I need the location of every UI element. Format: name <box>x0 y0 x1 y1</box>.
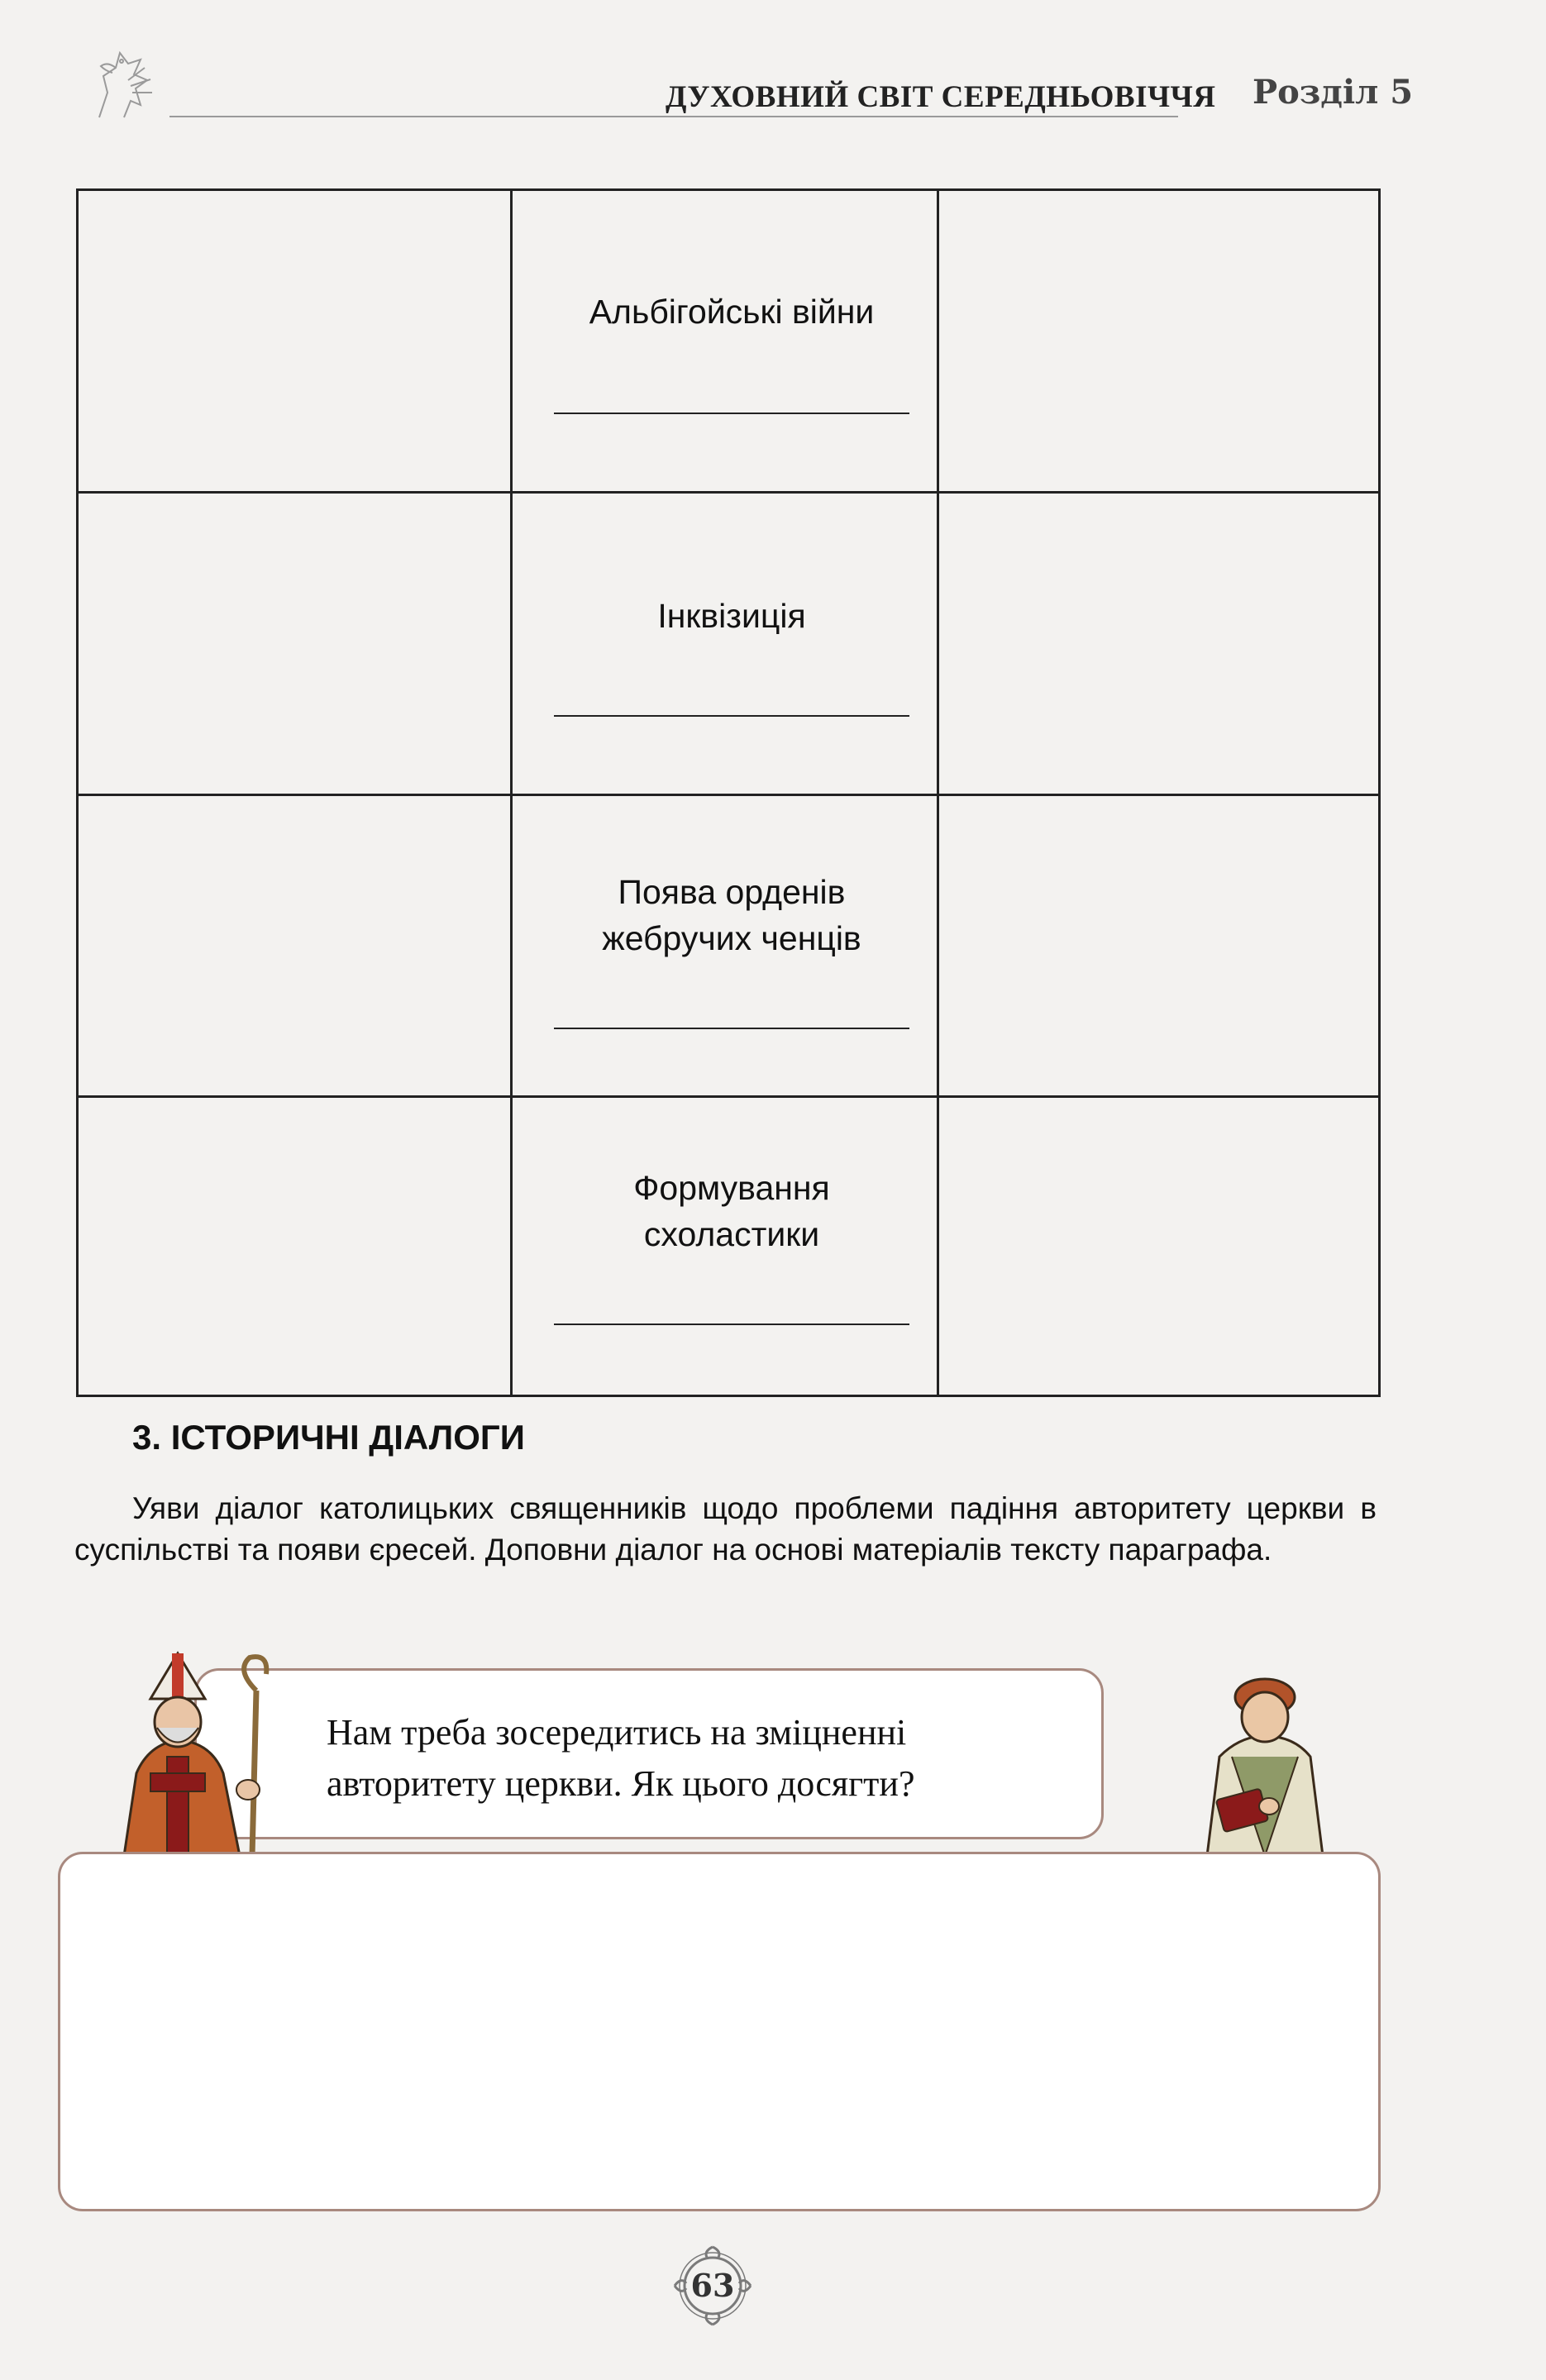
header-divider <box>169 116 1178 117</box>
bubble-text: Нам треба зосередитись на зміцненні авторитету церкви. Як цього досягти? <box>327 1712 915 1804</box>
table-row-label: Формування схоластики <box>633 1169 830 1253</box>
page-number-badge <box>671 2240 754 2331</box>
bishop-illustration-icon <box>91 1649 289 1856</box>
column-divider <box>510 191 513 1395</box>
answer-line[interactable] <box>554 1324 909 1325</box>
table-row-label: Інквізиція <box>657 597 806 635</box>
section-heading: 3. ІСТОРИЧНІ ДІАЛОГИ <box>132 1418 525 1457</box>
page-header-title: ДУХОВНИЙ СВІТ СЕРЕДНЬОВІЧЧЯ <box>666 80 1216 114</box>
row-divider <box>79 491 1378 494</box>
table-row-label: Альбігойські війни <box>589 293 875 331</box>
row-divider <box>79 1095 1378 1098</box>
griffin-emblem-icon <box>83 43 159 126</box>
answer-line[interactable] <box>554 1028 909 1029</box>
monk-illustration-icon <box>1191 1657 1339 1856</box>
task-instructions: Уяви діалог католицьких священників щодо проблеми падіння авторитету церкви в суспільстві та появи єресей. Доповни діалог на основі матеріалів тексту параграфа. <box>74 1491 1377 1567</box>
page-number: 63 <box>690 2267 735 2304</box>
section-label: Розділ 5 <box>1253 73 1414 112</box>
row-divider <box>79 794 1378 796</box>
table-row-label: Поява орденів жебручих ченців <box>602 873 861 957</box>
dialog-answer-box[interactable] <box>58 1852 1381 2211</box>
answer-line[interactable] <box>554 715 909 717</box>
events-table <box>76 188 1381 1397</box>
answer-line[interactable] <box>554 413 909 414</box>
